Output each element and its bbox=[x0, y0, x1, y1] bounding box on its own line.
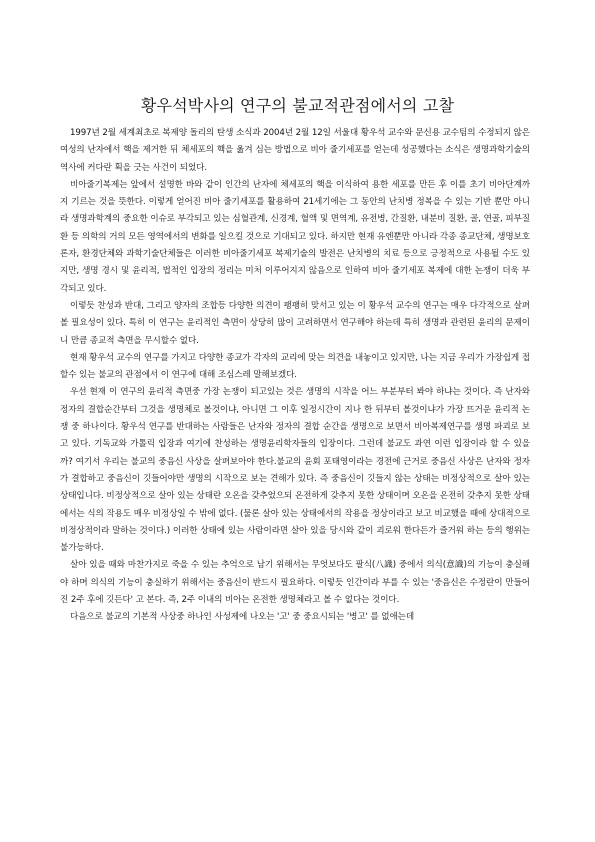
paragraph-2: 비아줄기복제는 앞에서 설명한 바와 같이 인간의 난자에 체세포의 핵을 이식하여 용한 세포를 만든 후 이를 초기 비아단계까지 기르는 것을 뜻한다. 이렇게 얻어진 비아 줄기세포를 활용하여 21세기에는 그 동안의 난치병 정복을 수 있는 기반 뿐만 아니라 생명과학계의 중요한 이슈로 부각되고 있는 심혈관계, 신경계, 혈액 및 면역계, 유전병, 간질환, 내분비 질환, 골, 연골, 피부질환 등 의학의 거의 모든 영역에서의 변화를 일으킬 것으로 기대되고 있다. 하지만 현재 유엔뿐만 아니라 각종 종교단체, 생명보호론자, 환경단체와 과학기술단체들은 이러한 비아줄기세포 복제기술의 발전은 난치병의 치료 등으로 긍정적으로 사용될 수도 있지만, 생명 경시 및 윤리적, 법적인 입장의 정리는 미처 이루어지지 않음으로 인하여 비아 줄기세포 복제에 대한 논쟁이 더욱 부각되고 있다. bbox=[60, 179, 530, 294]
paragraph-7: 다음으로 불교의 기본적 사상중 하나인 사성제에 나오는 '고' 중 중요시되는 '병고' 를 없애는데 bbox=[70, 612, 415, 623]
paragraph-4: 현재 황우석 교수의 연구를 가지고 다양한 종교가 각자의 교리에 맞는 의견을 내놓이고 있지만, 나는 지금 우리가 가장쉽게 접할수 있는 불교의 관점에서 이 연구에 대해 조심스레 말해보겠다. bbox=[60, 352, 530, 381]
paragraph-6: 살아 있을 때와 마찬가지로 죽을 수 있는 추억으로 남기 위해서는 무엇보다도 팔식(八識) 중에서 의식(意識)의 기능이 충실해야 하며 의식의 기능이 충실하기 위해서는 중음신이 반드시 필요하다. 이렇듯 인간이라 부를 수 있는 '중음신은 수정란이 만들어진 2주 후에 깃든다' 고 본다. 즉, 2주 이내의 비아는 온전한 생명체라고 볼 수 없다는 것이다. bbox=[60, 560, 530, 606]
paragraph-3: 이렇듯 찬성과 반대, 그리고 양자의 조합등 다양한 의견이 팽팽히 맞서고 있는 이 황우석 교수의 연구는 매우 다각적으로 살펴볼 필요성이 있다. 특히 이 연구는 윤리적인 측면이 상당히 많이 고려하면서 연구해야 하는데 특히 생명과 관련된 윤리의 문제이니 만큼 종교적 측면을 무시할수 없다. bbox=[60, 300, 530, 346]
document-title: 황우석박사의 연구의 불교적관점에서의 고찰 bbox=[140, 96, 455, 115]
paragraph-5: 우선 현재 이 연구의 윤리적 측면중 가장 논쟁이 되고있는 것은 생명의 시작을 어느 부분부터 봐야 하냐는 것이다. 즉 난자와 정자의 결합순간부터 그것을 생명체로 볼것이냐, 아니면 그 이후 일정시간이 지나 한 뒤부터 볼것이냐가 가장 뜨거운 윤리적 논쟁 중 하나이다. 황우석 연구를 반대하는 사람들은 난자와 정자의 결합 순간을 생명으로 보면서 비아복제연구를 생명 파괴로 보고 있다. 기독교와 가톨릭 입장과 여기에 찬성하는 생명윤리학자들의 입장이다. 그런데 불교도 과연 이런 입장이라 할 수 있을까? 여기서 우리는 불교의 중음신 사상을 살펴보아야 한다.불교의 윤회 포태영이라는 경전에 근거로 중음신 사상은 난자와 정자가 결합하고 중음신이 깃들어야만 생명의 시작으로 보는 견해가 있다. 즉 중음신이 깃들지 않는 상태는 비정상적으로 살아 있는 상태입니다. 비정상적으로 살아 있는 상태란 오온을 갖추었으되 온전하게 갖추지 못한 상태이며 오온을 온전히 갖추지 못한 상태에서는 식의 작용도 매우 비정상일 수 밖에 없다. (물론 살아 있는 상태에서의 작용을 정상이라고 보고 비교했을 때에 상대적으로 비정상적이라 말하는 것이다.) 이러한 상태에 있는 사람이라면 살아 있을 당시와 같이 괴로워 한다든가 즐거워 하는 등의 행위는 불가능하다. bbox=[60, 387, 530, 554]
paragraph-1: 1997년 2월 세계최초로 복제양 돌리의 탄생 소식과 2004년 2월 12일 서울대 황우석 교수와 문신용 교수팀의 수정되지 않은 여성의 난자에서 핵을 제거한 뒤 체세포의 핵을 옮겨 심는 방법으로 비아 줄기세포를 얻는데 성공했다는 소식은 생명과학기술의 역사에 커다란 획을 긋는 사건이 되었다. bbox=[60, 128, 530, 173]
document-body bbox=[60, 125, 530, 627]
